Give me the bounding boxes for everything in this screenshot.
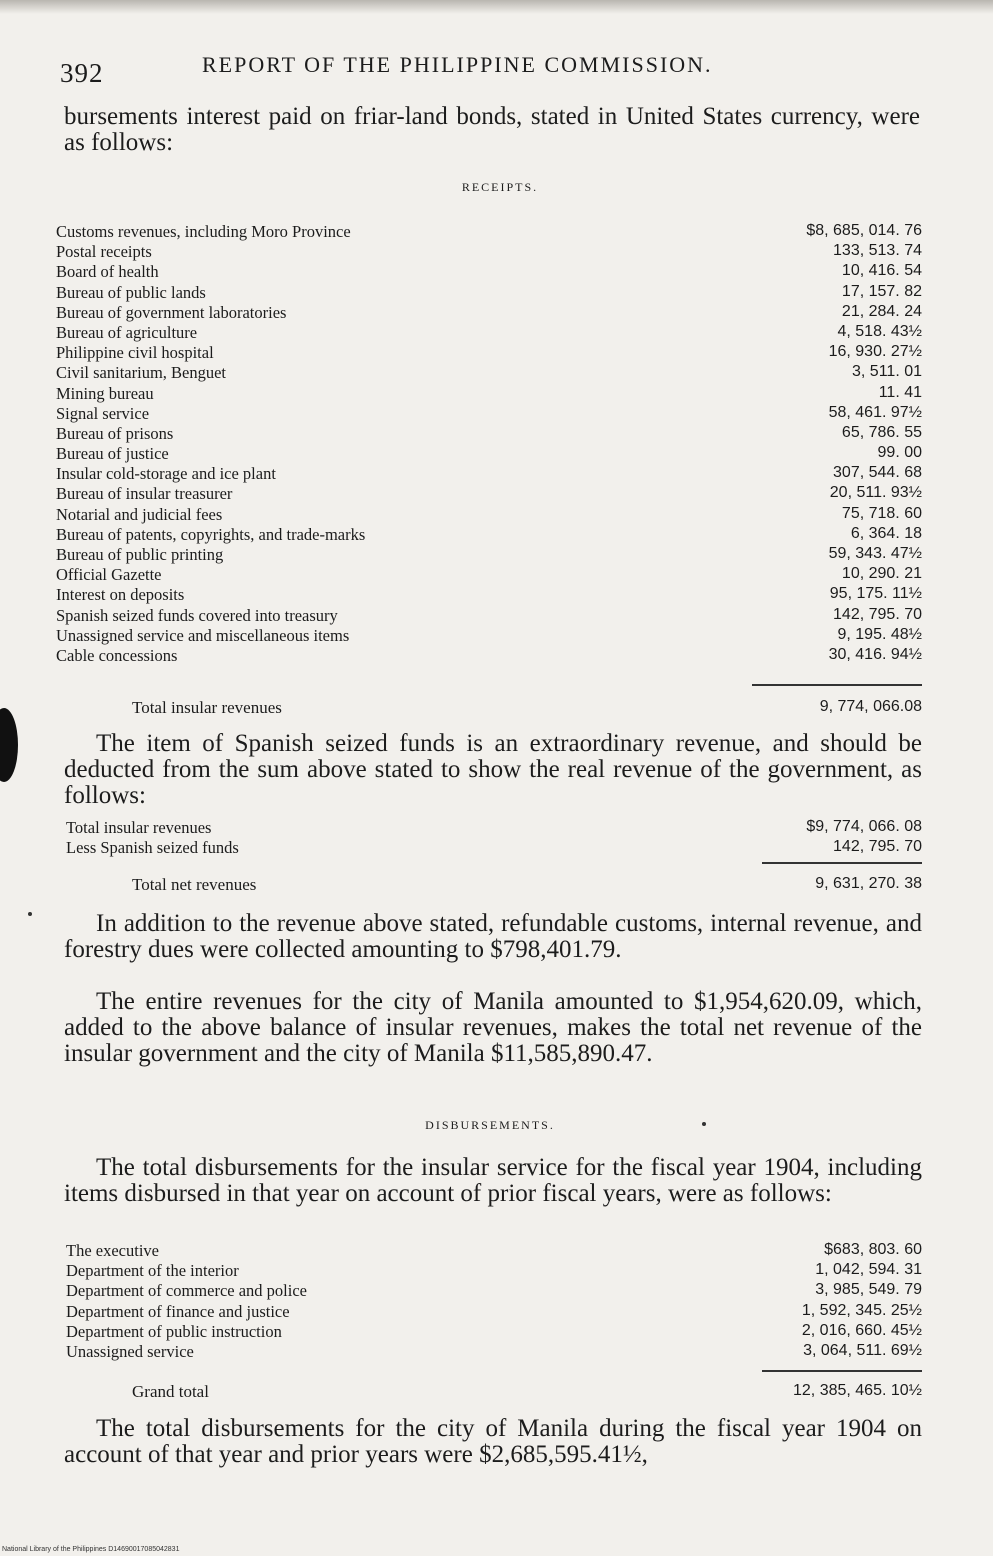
net-row: [66, 838, 922, 858]
receipt-row-value: 99. 00: [877, 444, 922, 462]
receipt-row-value: $8, 685, 014. 76: [806, 222, 922, 239]
receipt-row-value: 142, 795. 70: [833, 605, 922, 623]
receipt-row: [56, 464, 922, 484]
receipt-row-label: Bureau of prisons: [56, 424, 746, 444]
binding-hole: [0, 708, 18, 782]
net-row: [66, 818, 922, 838]
disbursement-row: [66, 1241, 922, 1261]
receipt-row-value: 75, 718. 60: [841, 504, 922, 522]
disbursement-row-value: 1, 592, 345. 25½: [801, 1301, 922, 1319]
net-row-value: 142, 795. 70: [833, 838, 922, 856]
receipt-row-label: Signal service: [56, 404, 746, 424]
disbursement-row-value: 2, 016, 660. 45½: [801, 1321, 922, 1339]
receipts-table: [56, 222, 922, 666]
receipt-row-value: 4, 518. 43½: [837, 322, 922, 340]
disbursement-row-label: Unassigned service: [66, 1342, 756, 1362]
receipt-row-label: Bureau of government laboratories: [56, 303, 746, 323]
receipt-row-label: Bureau of patents, copyrights, and trade-marks: [56, 525, 746, 545]
receipt-row: [56, 585, 922, 605]
receipt-row-value: 307, 544. 68: [833, 464, 922, 482]
running-title: REPORT OF THE PHILIPPINE COMMISSION.: [202, 52, 713, 77]
receipts-total-label: Total insular revenues: [132, 698, 752, 718]
disbursement-row-value: 3, 064, 511. 69½: [803, 1341, 922, 1359]
library-footer: National Library of the Philippines D14690017085042831: [2, 1546, 180, 1553]
receipt-row-label: Notarial and judicial fees: [56, 505, 746, 525]
receipt-row: [56, 545, 922, 565]
page-top-edge: [0, 0, 993, 14]
disbursement-row-label: The executive: [66, 1241, 756, 1261]
disbursement-row-value: 1, 042, 594. 31: [815, 1261, 922, 1279]
receipt-row-label: Insular cold-storage and ice plant: [56, 464, 746, 484]
receipt-row-label: Spanish seized funds covered into treasury: [56, 606, 746, 626]
disbursement-row: [66, 1322, 922, 1342]
receipt-row-value: 16, 930. 27½: [828, 343, 922, 361]
receipt-row-label: Postal receipts: [56, 242, 746, 262]
intro-paragraph: bursements interest paid on friar-land bonds, stated in United States currency, were as follows:: [64, 103, 920, 156]
receipt-row-label: Bureau of public lands: [56, 283, 746, 303]
receipt-row: [56, 646, 922, 666]
receipt-row-value: 17, 157. 82: [841, 282, 922, 300]
receipts-total-row: [132, 698, 922, 720]
receipt-row-label: Mining bureau: [56, 384, 746, 404]
net-row-label: Total insular revenues: [66, 818, 756, 838]
receipt-row-label: Unassigned service and miscellaneous items: [56, 626, 746, 646]
manila-revenue-paragraph: The entire revenues for the city of Manila amounted to $1,954,620.09, which, added to the above balance of insular revenues, makes the total net revenue of the insular government and the city of Manila $11,585,890.47.: [64, 988, 922, 1067]
receipt-row-label: Bureau of justice: [56, 444, 746, 464]
receipt-row-value: 3, 511. 01: [852, 363, 922, 381]
receipt-row: [56, 262, 922, 282]
receipt-row-value: 59, 343. 47½: [828, 545, 922, 562]
receipt-row: [56, 363, 922, 383]
grand-total-value: 12, 385, 465. 10½: [793, 1382, 922, 1399]
receipt-row: [56, 404, 922, 424]
disbursements-intro-paragraph: The total disbursements for the insular service for the fiscal year 1904, including items disbursed in that year on account of prior fiscal years, were as follows:: [64, 1154, 922, 1207]
additional-revenue-paragraph: In addition to the revenue above stated, refundable customs, internal revenue, and forestry dues were collected amounting to $798,401.79.: [64, 910, 922, 963]
receipt-row: [56, 283, 922, 303]
disbursements-table: [66, 1241, 922, 1362]
receipt-row-label: Official Gazette: [56, 565, 746, 585]
net-table: [66, 818, 922, 858]
receipt-row: [56, 303, 922, 323]
receipt-row: [56, 525, 922, 545]
receipt-row: [56, 626, 922, 646]
net-total-row: [132, 875, 922, 897]
receipt-row-value: 10, 416. 54: [841, 262, 922, 280]
receipt-row-value: 58, 461. 97½: [828, 403, 922, 421]
speck: [702, 1122, 706, 1126]
receipt-row: [56, 343, 922, 363]
receipt-row-value: 11. 41: [878, 383, 922, 401]
disbursement-row: [66, 1302, 922, 1322]
receipt-row-label: Interest on deposits: [56, 585, 746, 605]
receipt-row-label: Philippine civil hospital: [56, 343, 746, 363]
receipt-row: [56, 606, 922, 626]
disbursement-row: [66, 1261, 922, 1281]
receipt-row-label: Civil sanitarium, Benguet: [56, 363, 746, 383]
receipt-row-value: 95, 175. 11½: [829, 585, 922, 603]
receipt-row-label: Bureau of public printing: [56, 545, 746, 565]
receipt-row: [56, 242, 922, 262]
disbursement-row-label: Department of the interior: [66, 1261, 756, 1281]
spanish-funds-paragraph: The item of Spanish seized funds is an extraordinary revenue, and should be deducted from the sum above stated to show the real revenue of the government, as follows:: [64, 730, 922, 809]
disbursement-row-value: $683, 803. 60: [824, 1241, 922, 1258]
net-total-label: Total net revenues: [132, 875, 752, 895]
receipt-row: [56, 222, 922, 242]
receipt-row-value: 6, 364. 18: [850, 524, 922, 542]
net-row-label: Less Spanish seized funds: [66, 838, 756, 858]
receipt-row-value: 10, 290. 21: [841, 565, 922, 583]
receipts-total-value: 9, 774, 066.08: [819, 698, 922, 715]
net-row-value: $9, 774, 066. 08: [806, 818, 922, 835]
disbursements-total-rule: [762, 1370, 922, 1372]
disbursement-row: [66, 1342, 922, 1362]
receipt-row-label: Bureau of agriculture: [56, 323, 746, 343]
disbursement-row-label: Department of commerce and police: [66, 1281, 756, 1301]
receipt-row: [56, 565, 922, 585]
manila-disbursements-paragraph: The total disbursements for the city of Manila during the fiscal year 1904 on account of that year and prior years were $2,685,595.41½,: [64, 1415, 922, 1468]
receipt-row-label: Cable concessions: [56, 646, 746, 666]
page-number: 392: [60, 58, 104, 88]
receipts-total-rule: [752, 684, 922, 686]
receipt-row-label: Bureau of insular treasurer: [56, 484, 746, 504]
receipt-row: [56, 505, 922, 525]
receipt-row: [56, 384, 922, 404]
disbursement-row: [66, 1281, 922, 1301]
receipt-row-value: 65, 786. 55: [841, 423, 922, 441]
net-total-rule: [762, 862, 922, 864]
receipts-heading: RECEIPTS.: [461, 180, 539, 194]
receipt-row: [56, 444, 922, 464]
grand-total-row: [132, 1382, 922, 1404]
receipt-row-value: 9, 195. 48½: [837, 625, 922, 643]
disbursement-row-label: Department of public instruction: [66, 1322, 756, 1342]
speck: [28, 912, 32, 916]
receipt-row-value: 133, 513. 74: [833, 242, 922, 260]
receipt-row: [56, 484, 922, 504]
receipt-row-value: 21, 284. 24: [841, 302, 922, 320]
disbursement-row-value: 3, 985, 549. 79: [815, 1281, 922, 1299]
receipt-row-value: 20, 511. 93½: [829, 484, 922, 502]
receipt-row-label: Customs revenues, including Moro Province: [56, 222, 746, 242]
disbursements-heading: DISBURSEMENTS.: [425, 1118, 555, 1132]
receipt-row-value: 30, 416. 94½: [828, 645, 922, 663]
receipt-row-label: Board of health: [56, 262, 746, 282]
disbursement-row-label: Department of finance and justice: [66, 1302, 756, 1322]
net-total-value: 9, 631, 270. 38: [815, 875, 922, 892]
grand-total-label: Grand total: [132, 1382, 752, 1402]
receipt-row: [56, 323, 922, 343]
receipt-row: [56, 424, 922, 444]
